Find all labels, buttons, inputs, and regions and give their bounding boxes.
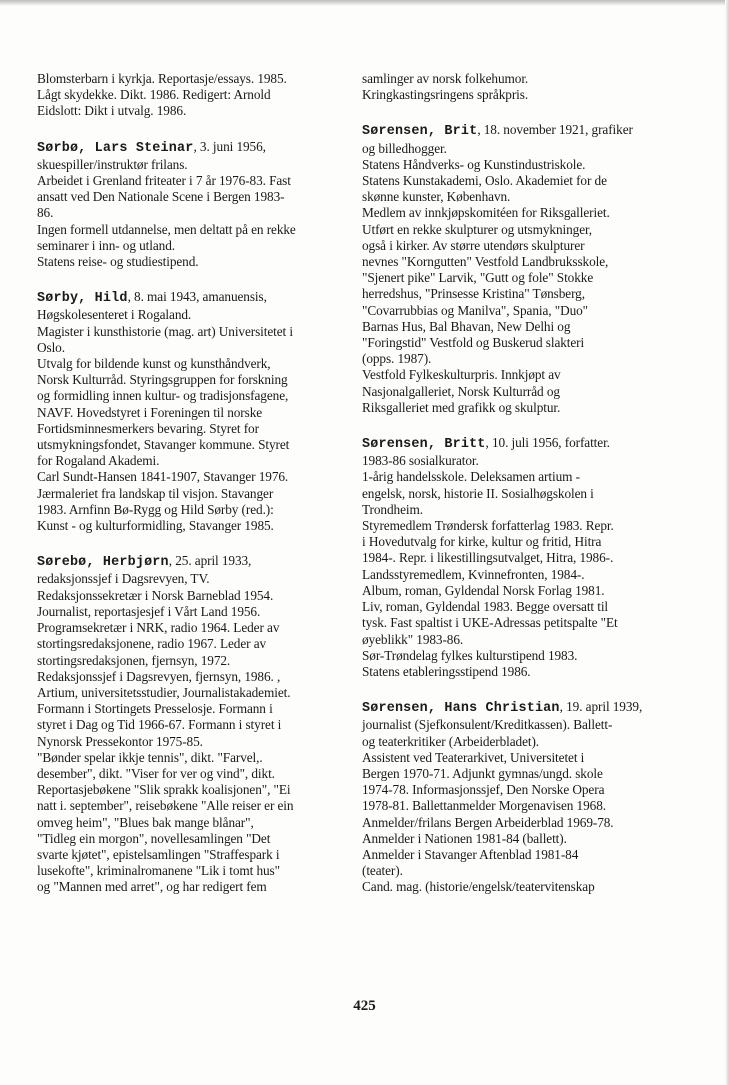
entry-text: Programsekretær i NRK, radio 1964. Leder av <box>37 620 280 636</box>
entry-text: Anmelder/frilans Bergen Arbeiderblad 1969-78. <box>362 814 614 830</box>
entry-text: , 8. mai 1943, amanuensis, <box>127 289 267 305</box>
entry-text: for Rogaland Akademi. <box>37 453 160 469</box>
entry-line <box>362 205 662 221</box>
entry-text: "Foringstid" Vestfold og Buskerud slakteri <box>362 335 585 351</box>
entry-line <box>37 173 337 189</box>
entry-text: engelsk, norsk, historie II. Sosialhøgskolen i <box>362 485 594 501</box>
entry-text: 1983. Arnfinn Bø-Rygg og Hild Sørby (red.): <box>37 501 274 517</box>
entry-line <box>37 189 337 205</box>
entry-line <box>37 847 337 863</box>
entry-line <box>362 615 662 631</box>
left-column <box>37 71 337 915</box>
entry-text: i Hovedutvalg for kirke, kultur og fritid, Hitra <box>362 534 602 550</box>
entry-text: 86. <box>37 205 54 221</box>
entry-text: nevnes "Korngutten" Vestfold Landbruksskole, <box>362 254 609 270</box>
entry-line <box>362 435 662 453</box>
entry-line <box>37 653 337 669</box>
entry-text: Statens etableringsstipend 1986. <box>362 663 531 679</box>
entry-line <box>37 307 337 323</box>
entry-line <box>37 734 337 750</box>
entry-line <box>37 157 337 173</box>
entry-text: utsmykningsfondet, Stavanger kommune. Styret <box>37 437 290 453</box>
entry-line <box>37 669 337 685</box>
entry-text: Album, roman, Gyldendal Norsk Forlag 1981. <box>362 582 605 598</box>
entry-line <box>362 583 662 599</box>
entry-text: Høgskolesenteret i Rogaland. <box>37 307 192 323</box>
entry-text: Styremedlem Trøndersk forfatterlag 1983. Repr. <box>362 518 614 534</box>
entry-name: Sørebø, Herbjørn <box>37 555 169 571</box>
entry-line <box>37 103 337 119</box>
entry-text: , 19. april 1939, <box>559 699 643 715</box>
entry-name: Sørensen, Hans Christian <box>362 701 560 717</box>
entry-text: Statens reise- og studiestipend. <box>37 254 199 270</box>
entry-text: Nasjonalgalleriet, Norsk Kulturråd og <box>362 383 560 399</box>
entry-text: Arbeidet i Grenland friteater i 7 år 1976-83. Fast <box>37 173 291 189</box>
entry-text: Kringkastingsringens språkpris. <box>362 87 529 103</box>
entry-line <box>37 717 337 733</box>
entry-text: stortingsredaksjonen, fjernsyn, 1972. <box>37 652 231 668</box>
entry-line <box>362 879 662 895</box>
entry-line <box>362 286 662 302</box>
entry-line <box>362 157 662 173</box>
entry-line <box>37 750 337 766</box>
entry-text: 1978-81. Ballettanmelder Morgenavisen 1968. <box>362 798 606 814</box>
entry-text: Cand. mag. (historie/engelsk/teatervitenskap <box>362 879 595 895</box>
entry-text: , 3. juni 1956, <box>193 138 266 154</box>
entry-line <box>37 815 337 831</box>
entry-line <box>37 604 337 620</box>
entry-line <box>362 717 662 733</box>
entry-line <box>37 685 337 701</box>
entry-text: og teaterkritiker (Arbeiderbladet). <box>362 733 540 749</box>
entry-line <box>37 701 337 717</box>
entry-text: Norsk Kulturråd. Styringsgruppen for forskning <box>37 372 288 388</box>
entry-text: natt i. september", reisebøkene "Alle reiser er ein <box>37 798 294 814</box>
entry-text: Trondheim. <box>362 501 423 517</box>
entry-text: (teater). <box>362 863 403 879</box>
scan-edge-right <box>725 0 729 1085</box>
entry-line <box>362 486 662 502</box>
entry-name: Sørbø, Lars Steinar <box>37 140 194 156</box>
entry-line <box>37 421 337 437</box>
entry-line <box>37 139 337 157</box>
entry-line <box>37 289 337 307</box>
entry-text: Reportasjebøkene "Slik sprakk koalisjonen", "Ei <box>37 782 291 798</box>
entry <box>37 139 337 271</box>
entry-text: Sør-Trøndelag fylkes kulturstipend 1983. <box>362 647 578 663</box>
entry-line <box>362 863 662 879</box>
entry-text: 1984-. Repr. i likestillingsutvalget, Hitra, 1986-. <box>362 550 614 566</box>
entry-line <box>37 87 337 103</box>
entry-text: Bergen 1970-71. Adjunkt gymnas/ungd. skole <box>362 765 603 781</box>
entry-text: Medlem av innkjøpskomitéen for Riksgalleriet. <box>362 205 610 221</box>
entry-text: journalist (Sjefkonsulent/Kreditkassen). Ballett- <box>362 717 613 733</box>
entry-line <box>37 71 337 87</box>
entry-text: Landsstyremedlem, Kvinnefronten, 1984-. <box>362 566 585 582</box>
entry-text: og formidling innen kultur- og tradisjonsfagene, <box>37 388 289 404</box>
entry-text: , 18. november 1921, grafiker <box>477 122 633 138</box>
entry-line <box>362 782 662 798</box>
entry-line <box>362 815 662 831</box>
entry-line <box>37 205 337 221</box>
entry-line <box>362 254 662 270</box>
entry-text: tysk. Fast spaltist i UKE-Adressas petitspalte "Et <box>362 615 618 631</box>
entry-text: stortingsredaksjonene, radio 1967. Leder av <box>37 636 267 652</box>
entry-line <box>362 750 662 766</box>
entry-line <box>362 351 662 367</box>
entry-line <box>37 571 337 587</box>
entry-text: og "Mannen med arret", og har redigert fem <box>37 879 267 895</box>
entry-line <box>37 486 337 502</box>
entry <box>37 289 337 534</box>
entry-line <box>37 340 337 356</box>
entry-line <box>362 518 662 534</box>
entry-line <box>37 553 337 571</box>
entry-text: også i kirker. Av større utendørs skulpturer <box>362 237 585 253</box>
entry-line <box>37 863 337 879</box>
entry-text: Statens Håndverks- og Kunstindustriskole. <box>362 156 586 172</box>
entry-text: Riksgalleriet med grafikk og skulptur. <box>362 399 561 415</box>
entry-line <box>362 122 662 140</box>
entry-text: Fortidsminnesmerkers bevaring. Styret for <box>37 420 259 436</box>
entry-line <box>37 620 337 636</box>
entry-text: Redaksjonssjef i Dagsrevyen, fjernsyn, 1986. , <box>37 668 281 684</box>
entry-text: svarte kjøtet", epistelsamlingen "Straffespark i <box>37 846 280 862</box>
entry-line <box>37 254 337 270</box>
entry-text: (opps. 1987). <box>362 351 432 367</box>
entry-text: Nynorsk Pressekontor 1975-85. <box>37 733 203 749</box>
entry-text: Anmelder i Stavanger Aftenblad 1981-84 <box>362 846 579 862</box>
entry-line <box>362 270 662 286</box>
entry-text: NAVF. Hovedstyret i Foreningen til norske <box>37 404 263 420</box>
entry-text: Utvalg for bildende kunst og kunsthåndverk, <box>37 356 271 372</box>
entry-text: , 25. april 1933, <box>168 553 252 569</box>
entry-line <box>362 335 662 351</box>
entry-line <box>37 782 337 798</box>
entry-text: Barnas Hus, Bal Bhavan, New Delhi og <box>362 318 571 334</box>
entry-text: øyeblikk" 1983-86. <box>362 631 464 647</box>
entry-line <box>362 319 662 335</box>
scan-edge-top <box>0 0 729 6</box>
entry-line <box>37 588 337 604</box>
entry-text: Redaksjonssekretær i Norsk Barneblad 1954. <box>37 587 274 603</box>
entry-line <box>37 356 337 372</box>
entry-line <box>37 453 337 469</box>
entry-line <box>362 469 662 485</box>
entry-line <box>37 437 337 453</box>
entry-name: Sørensen, Britt <box>362 437 486 453</box>
entry-text: Assistent ved Teaterarkivet, Universitetet i <box>362 749 585 765</box>
entry <box>37 71 337 120</box>
entry-line <box>362 734 662 750</box>
entry-text: Artium, universitetsstudier, Journalistakademiet. <box>37 684 291 700</box>
entry-line <box>362 71 662 87</box>
entry-text: Formann i Stortingets Presselosje. Formann i <box>37 701 273 717</box>
entry-text: "Bønder spelar ikkje tennis", dikt. "Farvel,. <box>37 749 263 765</box>
entry-line <box>37 405 337 421</box>
entry-line <box>362 648 662 664</box>
entry-text: Jærmaleriet fra landskap til visjon. Stavanger <box>37 485 274 501</box>
entry-line <box>37 766 337 782</box>
entry-line <box>362 664 662 680</box>
entry-text: skønne kunster, København. <box>362 189 511 205</box>
entry-text: Statens Kunstakademi, Oslo. Akademiet for de <box>362 173 607 189</box>
entry-text: Kunst - og kulturformidling, Stavanger 1985. <box>37 518 274 534</box>
entry-line <box>362 831 662 847</box>
entry-text: 1-årig handelsskole. Deleksamen artium - <box>362 469 580 485</box>
entry-text: omveg heim", "Blues bak mange blånar", <box>37 814 254 830</box>
entry-line <box>37 798 337 814</box>
entry-text: Blomsterbarn i kyrkja. Reportasje/essays. 1985. <box>37 71 287 86</box>
entry-line <box>362 173 662 189</box>
entry-line <box>362 766 662 782</box>
entry-line <box>37 324 337 340</box>
entry-name: Sørby, Hild <box>37 291 128 307</box>
entry-line <box>362 699 662 717</box>
entry-line <box>37 372 337 388</box>
entry-line <box>37 222 337 238</box>
entry-line <box>37 518 337 534</box>
entry-line <box>362 453 662 469</box>
entry-text: desember", dikt. "Viser for ver og vind", dikt. <box>37 765 275 781</box>
entry-text: redaksjonssjef i Dagsrevyen, TV. <box>37 571 210 587</box>
right-column <box>362 71 662 915</box>
entry-line <box>362 599 662 615</box>
entry-line <box>362 632 662 648</box>
entry-text: ansatt ved Den Nationale Scene i Bergen 1983- <box>37 189 285 205</box>
entry-name: Sørensen, Brit <box>362 124 478 140</box>
entry-line <box>362 847 662 863</box>
entry-line <box>362 87 662 103</box>
entry-line <box>37 502 337 518</box>
entry-line <box>362 798 662 814</box>
entry-line <box>37 469 337 485</box>
entry-line <box>37 879 337 895</box>
entry-text: Carl Sundt-Hansen 1841-1907, Stavanger 1976. <box>37 469 289 485</box>
entry-line <box>362 141 662 157</box>
entry-text: "Covarrubbias og Manilva", Spania, "Duo" <box>362 302 588 318</box>
entry-line <box>37 238 337 254</box>
entry-text: Anmelder i Nationen 1981-84 (ballett). <box>362 830 567 846</box>
entry-line <box>37 388 337 404</box>
entry-text: skuespiller/instruktør frilans. <box>37 156 188 172</box>
entry-text: og billedhogger. <box>362 140 447 156</box>
entry-text: herredshus, "Prinsesse Kristina" Tønsberg, <box>362 286 585 302</box>
entry-text: seminarer i inn- og utland. <box>37 237 175 253</box>
entry-text: Vestfold Fylkeskulturpris. Innkjøpt av <box>362 367 561 383</box>
entry-line <box>362 384 662 400</box>
entry-line <box>362 238 662 254</box>
entry-text: samlinger av norsk folkehumor. <box>362 71 529 86</box>
entry-text: Utført en rekke skulpturer og utsmykninger, <box>362 221 593 237</box>
entry-text: 1974-78. Informasjonssjef, Den Norske Opera <box>362 782 605 798</box>
entry-line <box>362 550 662 566</box>
entry-line <box>362 222 662 238</box>
entry-text: Journalist, reportasjesjef i Vårt Land 1956. <box>37 603 261 619</box>
entry <box>37 553 337 895</box>
entry-line <box>37 831 337 847</box>
entry <box>362 122 662 416</box>
entry-line <box>362 189 662 205</box>
entry-text: styret i Dag og Tid 1966-67. Formann i styret i <box>37 717 282 733</box>
entry-text: lusekofte", kriminalromanene "Lik i tomt hus" <box>37 863 280 879</box>
entry-line <box>362 534 662 550</box>
entry-text: "Tidleg ein morgon", novellesamlingen "Det <box>37 830 271 846</box>
entry-text: Ingen formell utdannelse, men deltatt på en rekke <box>37 221 296 237</box>
entry <box>362 435 662 680</box>
entry-text: , 10. juli 1956, forfatter. <box>485 435 610 451</box>
entry-text: Oslo. <box>37 339 65 355</box>
page-number: 425 <box>353 998 376 1014</box>
entry-line <box>362 502 662 518</box>
entry-text: Magister i kunsthistorie (mag. art) Universitetet i <box>37 323 293 339</box>
entry-line <box>37 636 337 652</box>
entry <box>362 699 662 895</box>
entry-line <box>362 303 662 319</box>
entry-text: Eidslott: Dikt i utvalg. 1986. <box>37 103 187 119</box>
entry-text: 1983-86 sosialkurator. <box>362 453 479 469</box>
entry-line <box>362 367 662 383</box>
entry <box>362 71 662 103</box>
entry-line <box>362 567 662 583</box>
entry-text: Liv, roman, Gyldendal 1983. Begge oversatt til <box>362 599 609 615</box>
entry-text: Lågt skydekke. Dikt. 1986. Redigert: Arnold <box>37 87 271 103</box>
entry-text: "Sjenert pike" Larvik, "Gutt og fole" Stokke <box>362 270 594 286</box>
entry-line <box>362 400 662 416</box>
